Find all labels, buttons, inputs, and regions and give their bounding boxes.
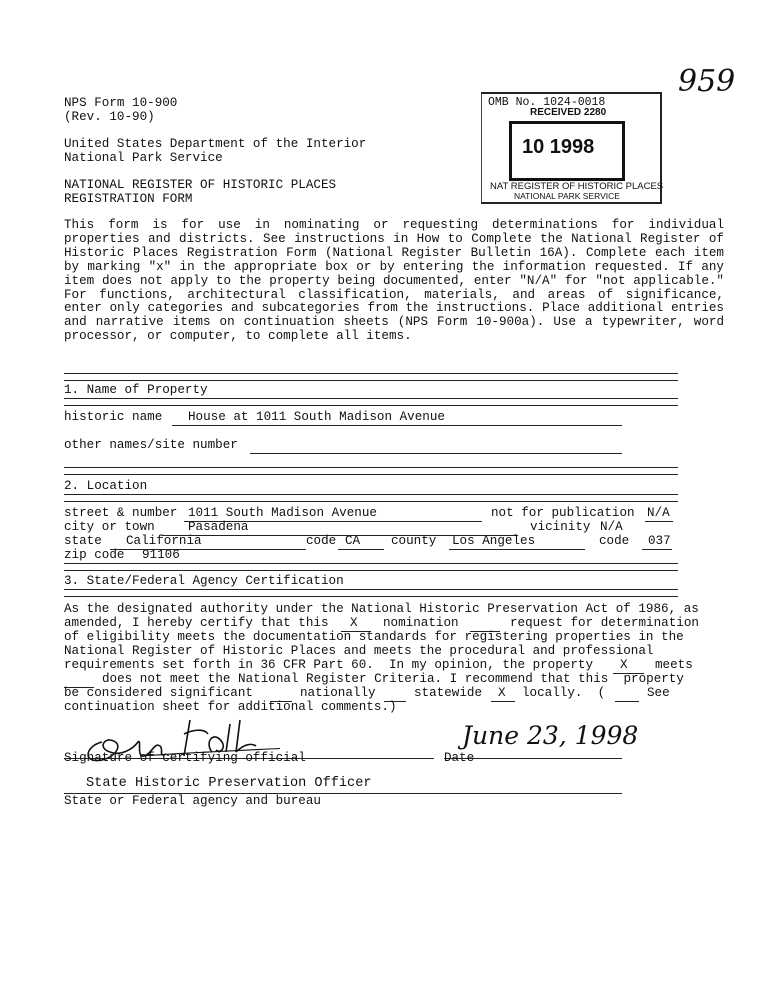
section-2-heading: 2. Location [64, 479, 148, 493]
state-code-label: code [306, 534, 337, 548]
historic-name-label: historic name [64, 410, 163, 424]
street-field[interactable]: 1011 South Madison Avenue [188, 506, 377, 520]
date-label: Date [444, 751, 475, 765]
section-divider [64, 373, 678, 381]
section-3-heading: 3. State/Federal Agency Certification [64, 574, 344, 588]
section-divider [64, 589, 678, 597]
county-field[interactable]: Los Angeles [452, 534, 536, 548]
zip-label: zip code [64, 548, 125, 562]
certification-line-7b: nationally [300, 686, 376, 700]
handwritten-number: 959 [678, 64, 736, 99]
zip-field[interactable]: 91106 [142, 548, 180, 562]
stamp-received: RECEIVED 2280 [530, 107, 607, 118]
certification-line-4: National Register of Historic Places and meets the procedural and professional [64, 644, 654, 658]
instructions-paragraph: This form is for use in nominating or requesting determinations for individual properties and districts. See instructions in How to Complete the National Register of Historic Places Registration Form (National Register Bulletin 16A). Complete each item by marking "x" in the appropriate box or by entering the information requested. If any item does not apply to the property being documented, enter "N/A" for "not applicable." For functions, architectural classification, materials, and areas of significance, enter only categories and subcategories from the instructions. Place additional entries and narrative items on continuation sheets (NPS Form 10-900a). Use a typewriter, word processor, or computer, to complete all items. [64, 218, 724, 344]
agency-bureau-label: State or Federal agency and bureau [64, 794, 321, 808]
street-label: street & number [64, 506, 178, 520]
stamp-date: 10 1998 [522, 136, 595, 158]
signature-label: Signature of certifying official [64, 751, 306, 765]
section-divider [64, 467, 678, 475]
certification-line-2b: nomination [383, 616, 459, 630]
meets-checkbox[interactable]: X [620, 658, 628, 672]
form-revision: (Rev. 10-90) [64, 110, 155, 124]
section-divider [64, 494, 678, 502]
other-names-line [250, 453, 622, 454]
state-field[interactable]: California [126, 534, 202, 548]
other-names-label: other names/site number [64, 438, 238, 452]
certification-line-3: of eligibility meets the documentation standards for registering properties in the [64, 630, 684, 644]
state-code-line [338, 549, 384, 550]
county-code-line [642, 549, 672, 550]
nomination-checkbox[interactable]: X [350, 616, 358, 630]
certification-line-7a: be considered significant [64, 686, 253, 700]
stamp-footer-2: NATIONAL PARK SERVICE [514, 191, 620, 201]
stamp-omb: OMB No. 1024-0018 [488, 96, 606, 109]
locally-checkbox[interactable]: X [498, 686, 506, 700]
locally-blank [491, 701, 515, 702]
section-1-heading: 1. Name of Property [64, 383, 208, 397]
vicinity-field[interactable]: N/A [600, 520, 623, 534]
state-label: state [64, 534, 102, 548]
certification-line-5b: meets [655, 658, 693, 672]
county-label: county [391, 534, 437, 548]
county-code-label: code [599, 534, 630, 548]
certification-line-1: As the designated authority under the National Historic Preservation Act of 1986, as [64, 602, 699, 616]
certification-line-7e: See [647, 686, 670, 700]
certification-line-5a: requirements set forth in 36 CFR Part 60. In my opinion, the property [64, 658, 594, 672]
form-title-line-2: REGISTRATION FORM [64, 192, 193, 206]
certification-line-7d: locally. ( [522, 686, 606, 700]
stamp-footer-1: NAT REGISTER OF HISTORIC PLACES [490, 181, 664, 192]
continuation-blank[interactable] [615, 701, 639, 702]
form-number: NPS Form 10-900 [64, 96, 178, 110]
state-line [110, 549, 306, 550]
certification-line-7c: statewide [414, 686, 483, 700]
historic-name-line [172, 425, 622, 426]
historic-name-field[interactable]: House at 1011 South Madison Avenue [188, 410, 445, 424]
not-for-publication-line [645, 521, 673, 522]
certification-line-6: does not meet the National Register Criteria. I recommend that this property [102, 672, 684, 686]
agency-line-1: United States Department of the Interior [64, 137, 367, 151]
agency-line-2: National Park Service [64, 151, 223, 165]
not-for-publication-field[interactable]: N/A [647, 506, 670, 520]
certification-line-2a: amended, I hereby certify that this [64, 616, 329, 630]
certification-line-2c: request for determination [510, 616, 699, 630]
form-title-line-1: NATIONAL REGISTER OF HISTORIC PLACES [64, 178, 337, 192]
section-divider [64, 563, 678, 571]
state-code-field[interactable]: CA [345, 534, 361, 548]
city-label: city or town [64, 520, 155, 534]
city-field[interactable]: Pasadena [188, 520, 249, 534]
not-for-publication-label: not for publication [491, 506, 635, 520]
official-title: State Historic Preservation Officer [86, 776, 372, 791]
vicinity-label: vicinity [530, 520, 591, 534]
county-line [449, 549, 585, 550]
section-divider [64, 398, 678, 406]
certification-line-8: continuation sheet for additional comments.) [64, 700, 397, 714]
signature-date: June 23, 1998 [462, 721, 639, 750]
county-code-field[interactable]: 037 [648, 534, 671, 548]
